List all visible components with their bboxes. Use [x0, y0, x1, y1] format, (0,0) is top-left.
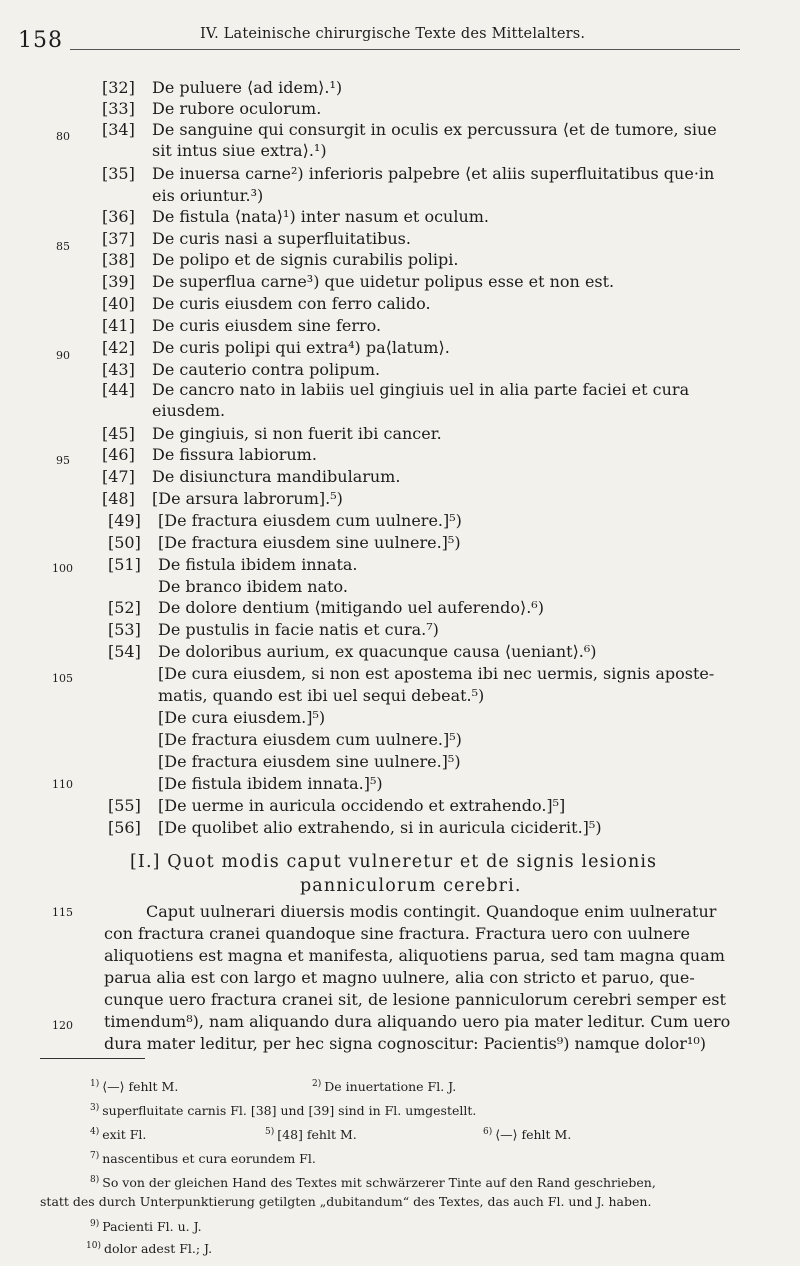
entry-number: [36]	[102, 207, 135, 226]
entry-number: [52]	[108, 598, 141, 617]
entry-text: [De fractura eiusdem cum uulnere.]⁵)	[158, 511, 462, 530]
entry-number: [44]	[102, 380, 135, 399]
entry-text: De gingiuis, si non fuerit ibi cancer.	[152, 424, 442, 443]
entry-text: [De arsura labrorum].⁵)	[152, 489, 343, 508]
entry-number: [37]	[102, 229, 135, 248]
entry-number: [50]	[108, 533, 141, 552]
footnote-text: nascentibus et cura eorundem Fl.	[102, 1151, 316, 1167]
section-title-line-1: [I.] Quot modis caput vulneretur et de signis lesionis	[130, 852, 658, 872]
footnote	[90, 1216, 202, 1235]
entry-text: De curis eiusdem con ferro calido.	[152, 294, 431, 313]
entry-number: [38]	[102, 250, 135, 269]
footnote	[90, 1124, 146, 1143]
footnote	[312, 1076, 456, 1095]
entry-number: [42]	[102, 338, 135, 357]
entry-text: [De fractura eiusdem sine uulnere.]⁵)	[158, 533, 461, 552]
entry-text: De sanguine qui consurgit in oculis ex percussura ⟨et de tumore, siue	[152, 120, 717, 139]
entry-text: De rubore oculorum.	[152, 99, 322, 118]
line-number: 105	[52, 672, 73, 685]
entry-text: [De uerme in auricula occidendo et extrahendo.]⁵]	[158, 796, 566, 815]
header-rule	[70, 49, 740, 50]
line-number: 120	[52, 1019, 73, 1032]
entry-text: De curis eiusdem sine ferro.	[152, 316, 382, 335]
footnote-marker: 9)	[90, 1219, 100, 1229]
footnote	[40, 1194, 651, 1210]
entry-text: De dolore dentium ⟨mitigando uel auferendo⟩.⁶)	[158, 598, 544, 617]
entry-text: De cauterio contra polipum.	[152, 360, 381, 379]
entry-number: [43]	[102, 360, 135, 379]
footnote-marker: 4)	[90, 1127, 100, 1137]
entry-text: [De fractura eiusdem cum uulnere.]⁵)	[158, 730, 462, 749]
entry-text: De curis nasi a superfluitatibus.	[152, 229, 411, 248]
paragraph-line: aliquotiens est magna et manifesta, aliquotiens parua, sed tam magna quam	[104, 946, 725, 965]
footnote-marker: 5)	[265, 1127, 275, 1137]
line-number: 85	[56, 240, 70, 253]
footnote-marker: 2)	[312, 1079, 322, 1089]
line-number: 100	[52, 562, 73, 575]
footnote	[86, 1238, 212, 1257]
paragraph-line: Caput uulnerari diuersis modis contingit. Quandoque enim uulneratur	[146, 902, 717, 921]
entry-text: De disiunctura mandibularum.	[152, 467, 401, 486]
running-head: IV. Lateinische chirurgische Texte des Mittelalters.	[200, 26, 586, 42]
entry-text: De cancro nato in labiis uel gingiuis uel in alia parte faciei et cura	[152, 380, 690, 399]
footnote	[90, 1076, 178, 1095]
footnote-text: statt des durch Unterpunktierung getilgten „dubitandum“ des Textes, das auch Fl. und J. haben.	[40, 1194, 652, 1209]
footnote	[90, 1100, 476, 1119]
footnote-text: [48] fehlt M.	[277, 1127, 357, 1143]
footnote-marker: 8)	[90, 1175, 100, 1185]
footnote-text: Pacienti Fl. u. J.	[102, 1219, 202, 1235]
footnote-rule	[40, 1058, 145, 1059]
footnote	[265, 1124, 357, 1143]
entry-number: [49]	[108, 511, 141, 530]
entry-number: [55]	[108, 796, 141, 815]
line-number: 110	[52, 778, 73, 791]
entry-text: De fistula ibidem innata.	[158, 555, 358, 574]
entry-text: De fistula ⟨nata⟩¹) inter nasum et oculum.	[152, 207, 490, 226]
entry-number: [32]	[102, 78, 135, 97]
entry-number: [40]	[102, 294, 135, 313]
page-number: 158	[18, 28, 63, 53]
entry-text: De superflua carne³) que uidetur polipus esse et non est.	[152, 272, 615, 291]
paragraph-line: con fractura cranei quandoque sine fractura. Fractura uero con uulnere	[104, 924, 690, 943]
entry-text: [De cura eiusdem, si non est apostema ibi nec uermis, signis aposte-	[158, 664, 715, 683]
entry-text: De doloribus aurium, ex quacunque causa ⟨ueniant⟩.⁶)	[158, 642, 597, 661]
footnote-text: ⟨—⟩ fehlt M.	[495, 1127, 572, 1143]
line-number: 115	[52, 906, 73, 919]
entry-number: [34]	[102, 120, 135, 139]
entry-text: sit intus siue extra⟩.¹)	[152, 141, 327, 160]
entry-text: [De quolibet alio extrahendo, si in auricula ciciderit.]⁵)	[158, 818, 602, 837]
entry-text: eiusdem.	[152, 401, 226, 420]
footnote-text: exit Fl.	[102, 1127, 147, 1143]
footnote	[90, 1148, 316, 1167]
entry-text: [De fractura eiusdem sine uulnere.]⁵)	[158, 752, 461, 771]
paragraph-line: timendum⁸), nam aliquando dura aliquando uero pia mater leditur. Cum uero	[104, 1012, 731, 1031]
footnote-text: dolor adest Fl.; J.	[103, 1241, 213, 1257]
line-number: 90	[56, 349, 70, 362]
entry-number: [54]	[108, 642, 141, 661]
footnote-marker: 3)	[90, 1103, 100, 1113]
entry-text: [De cura eiusdem.]⁵)	[158, 708, 326, 727]
entry-text: De inuersa carne²) inferioris palpebre ⟨et aliis superfluitatibus que·in	[152, 164, 715, 183]
line-number: 80	[56, 130, 70, 143]
footnote-text: De inuertatione Fl. J.	[324, 1079, 457, 1095]
entry-number: [48]	[102, 489, 135, 508]
section-title-line-2: panniculorum cerebri.	[300, 876, 522, 896]
paragraph-line: parua alia est con largo et magno uulnere, alia con stricto et paruo, que-	[104, 968, 695, 987]
footnote-text: So von der gleichen Hand des Textes mit schwärzerer Tinte auf den Rand geschrieben,	[102, 1175, 656, 1191]
paragraph-line: dura mater leditur, per hec signa cognoscitur: Pacientis⁹) namque dolor¹⁰)	[104, 1034, 706, 1053]
entry-text: matis, quando est ibi uel sequi debeat.⁵)	[158, 686, 485, 705]
entry-number: [33]	[102, 99, 135, 118]
entry-number: [45]	[102, 424, 135, 443]
footnote-marker: 6)	[483, 1127, 493, 1137]
entry-text: De puluere ⟨ad idem⟩.¹)	[152, 78, 343, 97]
footnote	[483, 1124, 571, 1143]
entry-text: De curis polipi qui extra⁴) pa⟨latum⟩.	[152, 338, 450, 357]
entry-number: [41]	[102, 316, 135, 335]
line-number: 95	[56, 454, 70, 467]
entry-number: [39]	[102, 272, 135, 291]
entry-number: [46]	[102, 445, 135, 464]
entry-text: De pustulis in facie natis et cura.⁷)	[158, 620, 439, 639]
entry-number: [47]	[102, 467, 135, 486]
entry-number: [35]	[102, 164, 135, 183]
entry-text: [De fistula ibidem innata.]⁵)	[158, 774, 383, 793]
entry-number: [56]	[108, 818, 141, 837]
footnote-text: superfluitate carnis Fl. [38] und [39] sind in Fl. umgestellt.	[102, 1103, 477, 1119]
footnote-text: ⟨—⟩ fehlt M.	[102, 1079, 179, 1095]
entry-text: De fissura labiorum.	[152, 445, 317, 464]
footnote	[90, 1172, 656, 1191]
entry-text: eis oriuntur.³)	[152, 186, 264, 205]
entry-text: De polipo et de signis curabilis polipi.	[152, 250, 459, 269]
entry-text: De branco ibidem nato.	[158, 577, 348, 596]
paragraph-line: cunque uero fractura cranei sit, de lesione panniculorum cerebri semper est	[104, 990, 726, 1009]
entry-number: [53]	[108, 620, 141, 639]
footnote-marker: 1)	[90, 1079, 100, 1089]
footnote-marker: 7)	[90, 1151, 100, 1161]
entry-number: [51]	[108, 555, 141, 574]
footnote-marker: 10)	[86, 1241, 101, 1251]
